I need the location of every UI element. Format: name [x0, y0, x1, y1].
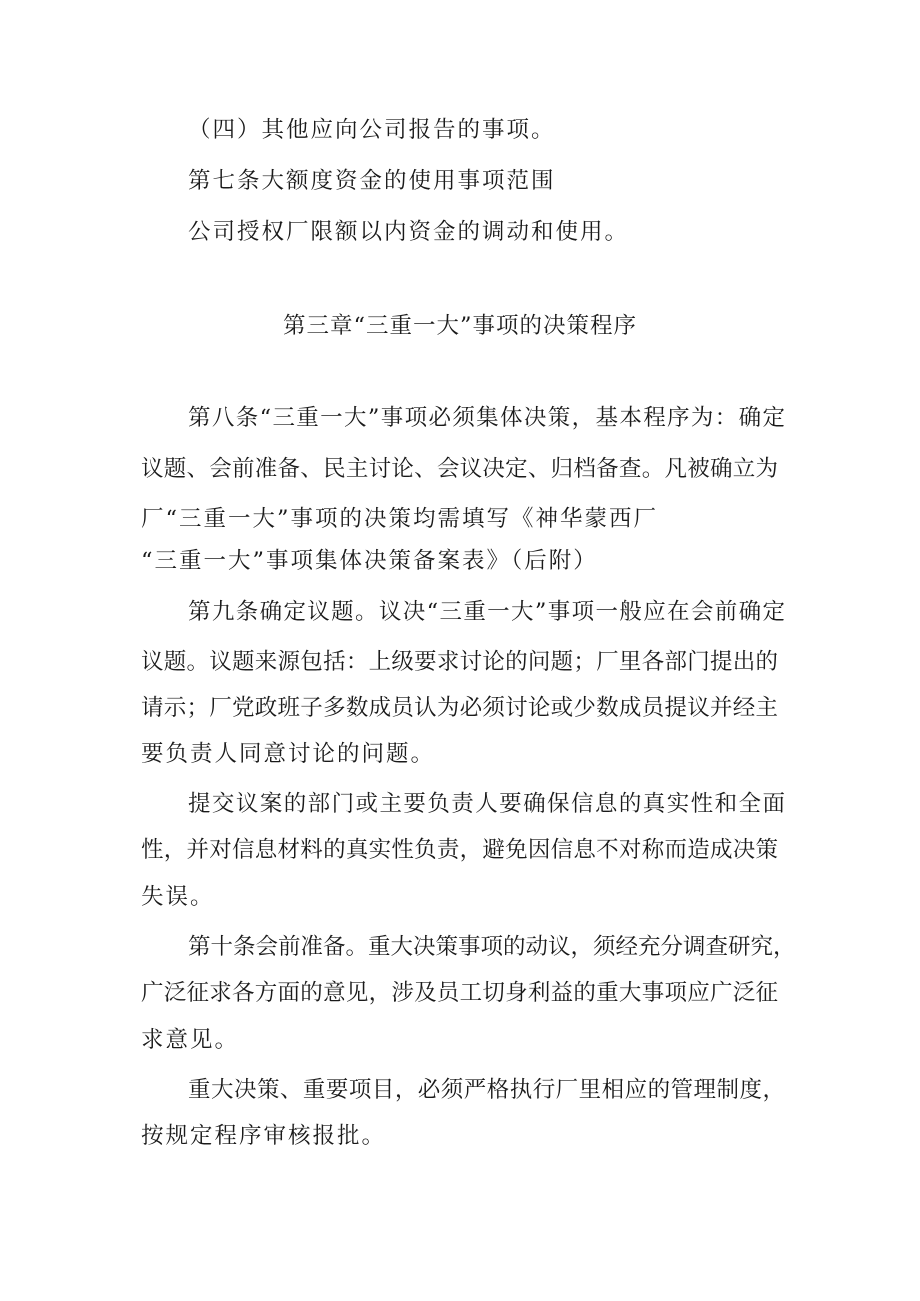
text-line-article-9-4: 要负责人同意讨论的问题。 — [141, 741, 436, 767]
text-line-article-7-heading: 第七条大额度资金的使用事项范围 — [188, 168, 556, 194]
text-line-proposal-2: 性，并对信息材料的真实性负责，避免因信息不对称而造成决策 — [141, 837, 778, 863]
text-line-article-8-1: 第八条“三重一大”事项必须集体决策，基本程序为：确定 — [188, 405, 785, 431]
text-line-article-10-1: 第十条会前准备。重大决策事项的动议，须经充分调查研究， — [188, 934, 796, 960]
text-line-article-9-1: 第九条确定议题。议决“三重一大”事项一般应在会前确定 — [188, 599, 785, 625]
text-line-major-decision-1: 重大决策、重要项目，必须严格执行厂里相应的管理制度， — [188, 1077, 785, 1103]
text-line-proposal-3: 失误。 — [141, 884, 215, 910]
chapter-3-title: 第三章“三重一大”事项的决策程序 — [282, 313, 637, 339]
text-line-article-8-3: 厂“三重一大”事项的决策均需填写《神华蒙西厂 — [141, 506, 659, 532]
text-line-article-10-2: 广泛征求各方面的意见，涉及员工切身利益的重大事项应广泛征 — [141, 980, 778, 1006]
text-line-article-8-4: “三重一大”事项集体决策备案表》（后附） — [141, 548, 598, 574]
text-line-article-9-2: 议题。议题来源包括：上级要求讨论的问题；厂里各部门提出的 — [141, 649, 778, 675]
text-line-sub-item-4: （四）其他应向公司报告的事项。 — [188, 117, 556, 143]
text-line-article-7-body: 公司授权厂限额以内资金的调动和使用。 — [188, 219, 630, 245]
text-line-article-10-3: 求意见。 — [141, 1027, 240, 1053]
text-line-proposal-1: 提交议案的部门或主要负责人要确保信息的真实性和全面 — [188, 791, 785, 817]
text-line-article-9-3: 请示；厂党政班子多数成员认为必须讨论或少数成员提议并经主 — [141, 695, 778, 721]
text-line-major-decision-2: 按规定程序审核报批。 — [141, 1123, 387, 1149]
text-line-article-8-2: 议题、会前准备、民主讨论、会议决定、归档备查。凡被确立为 — [141, 456, 778, 482]
